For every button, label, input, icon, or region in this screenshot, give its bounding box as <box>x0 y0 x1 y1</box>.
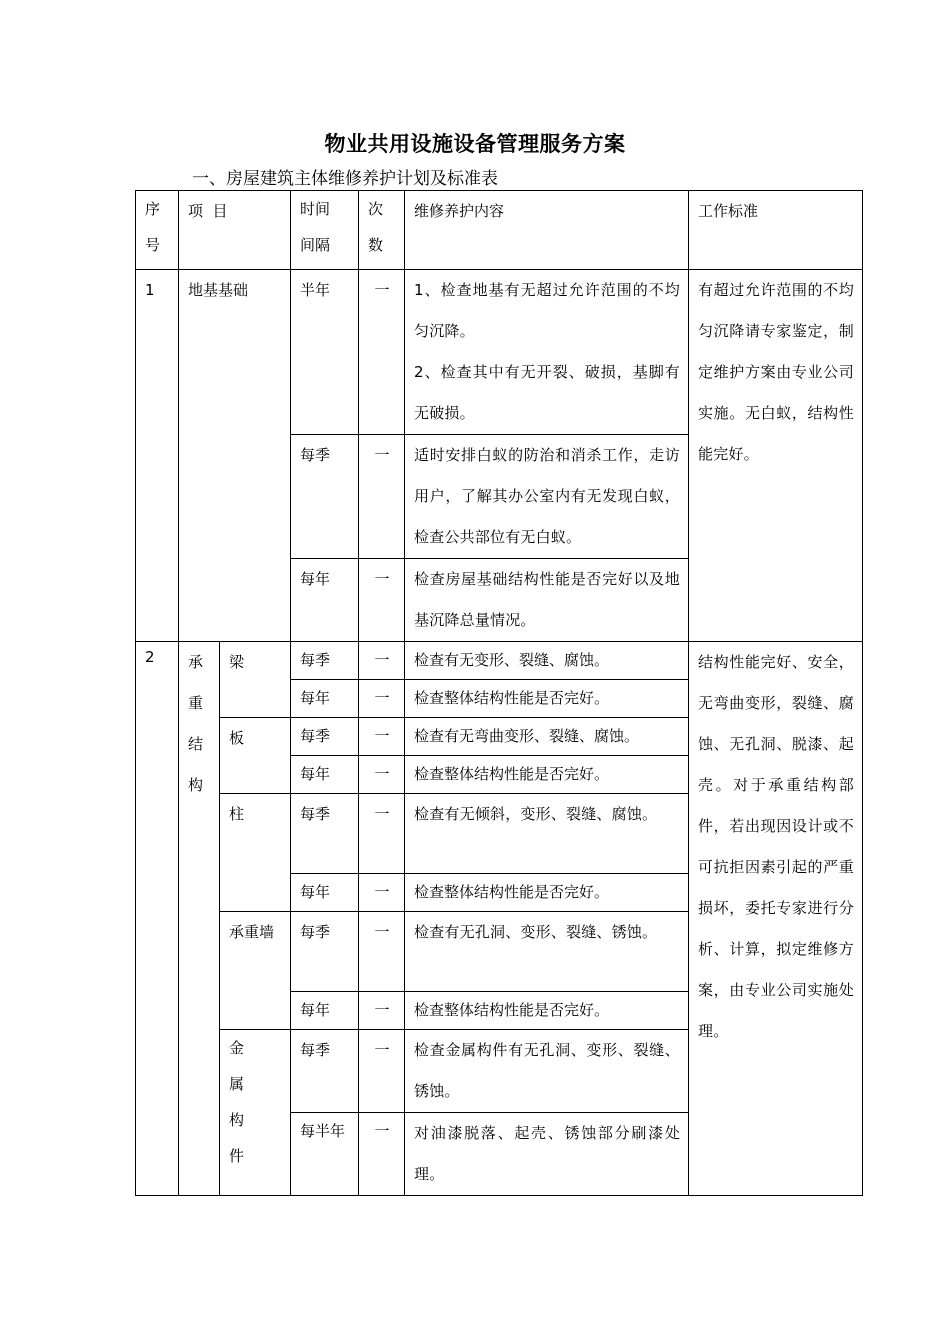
row-item: 地基基础 <box>179 270 291 642</box>
row-content: 检查整体结构性能是否完好。 <box>405 874 689 912</box>
row-seq: 2 <box>136 642 179 1196</box>
row-interval: 每季 <box>291 912 359 992</box>
row-interval: 每季 <box>291 794 359 874</box>
row-content: 适时安排白蚁的防治和消杀工作，走访用户，了解其办公室内有无发现白蚁，检查公共部位有无白蚁。 <box>405 435 689 559</box>
subitem-name: 柱 <box>220 794 291 912</box>
subitem-name: 梁 <box>220 642 291 718</box>
row-content: 对油漆脱落、起壳、锈蚀部分刷漆处理。 <box>405 1113 689 1196</box>
document-title: 物业共用设施设备管理服务方案 <box>324 132 626 156</box>
header-seq-label: 序 号 <box>145 200 161 254</box>
row-count: 一 <box>359 874 405 912</box>
row-count: 一 <box>359 559 405 642</box>
row-content: 检查整体结构性能是否完好。 <box>405 756 689 794</box>
row-count: 一 <box>359 642 405 680</box>
row-content: 检查有无弯曲变形、裂缝、腐蚀。 <box>405 718 689 756</box>
row-content: 检查整体结构性能是否完好。 <box>405 992 689 1030</box>
subitem-name <box>220 1030 291 1196</box>
section-heading: 一、房屋建筑主体维修养护计划及标准表 <box>192 169 498 189</box>
row-content: 1、检查地基有无超过允许范围的不均匀沉降。 2、检查其中有无开裂、破损，基脚有无破损。 <box>405 270 689 435</box>
subitem-name: 承重墙 <box>220 912 291 1030</box>
row-standard: 结构性能完好、安全，无弯曲变形，裂缝、腐蚀、无孔洞、脱漆、起壳。对于承重结构部件，若出现因设计或不可抗拒因素引起的严重损坏，委托专家进行分析、计算，拟定维修方案，由专业公司实施处理。 <box>689 642 863 1196</box>
row-interval: 半年 <box>291 270 359 435</box>
row-interval: 每年 <box>291 756 359 794</box>
row-count: 一 <box>359 270 405 435</box>
header-content: 维修养护内容 <box>405 191 689 270</box>
row-interval: 每年 <box>291 559 359 642</box>
row-seq: 1 <box>136 270 179 642</box>
header-item: 项 目 <box>179 191 291 270</box>
subitem-name-label: 金 属 构 件 <box>229 1039 245 1165</box>
row-count: 一 <box>359 435 405 559</box>
header-standard: 工作标准 <box>689 191 863 270</box>
header-count-label: 次 数 <box>368 200 384 254</box>
row-count: 一 <box>359 1030 405 1113</box>
row-interval: 每年 <box>291 874 359 912</box>
row-count: 一 <box>359 756 405 794</box>
header-count <box>359 191 405 270</box>
row-interval: 每季 <box>291 435 359 559</box>
row-count: 一 <box>359 912 405 992</box>
row-content: 检查有无孔洞、变形、裂缝、锈蚀。 <box>405 912 689 992</box>
subitem-name: 板 <box>220 718 291 794</box>
maintenance-plan-table <box>135 190 863 1196</box>
row-count: 一 <box>359 718 405 756</box>
row-interval: 每年 <box>291 992 359 1030</box>
row-count: 一 <box>359 794 405 874</box>
header-interval-label: 时间 间隔 <box>300 200 331 254</box>
row-content: 检查有无倾斜，变形、裂缝、腐蚀。 <box>405 794 689 874</box>
row-content: 检查整体结构性能是否完好。 <box>405 680 689 718</box>
row-content: 检查房屋基础结构性能是否完好以及地基沉降总量情况。 <box>405 559 689 642</box>
row-item-label: 承 重 结 构 <box>188 653 204 794</box>
row-count: 一 <box>359 680 405 718</box>
row-count: 一 <box>359 1113 405 1196</box>
row-interval: 每季 <box>291 642 359 680</box>
row-interval: 每季 <box>291 1030 359 1113</box>
table-header-row <box>136 191 863 270</box>
row-count: 一 <box>359 992 405 1030</box>
row-interval: 每季 <box>291 718 359 756</box>
row-item <box>179 642 220 1196</box>
table-row <box>136 642 863 680</box>
row-standard: 有超过允许范围的不均匀沉降请专家鉴定，制定维护方案由专业公司实施。无白蚁，结构性能完好。 <box>689 270 863 642</box>
header-seq <box>136 191 179 270</box>
table-row <box>136 270 863 435</box>
row-interval: 每年 <box>291 680 359 718</box>
row-interval: 每半年 <box>291 1113 359 1196</box>
header-interval <box>291 191 359 270</box>
row-content: 检查金属构件有无孔洞、变形、裂缝、锈蚀。 <box>405 1030 689 1113</box>
row-content: 检查有无变形、裂缝、腐蚀。 <box>405 642 689 680</box>
